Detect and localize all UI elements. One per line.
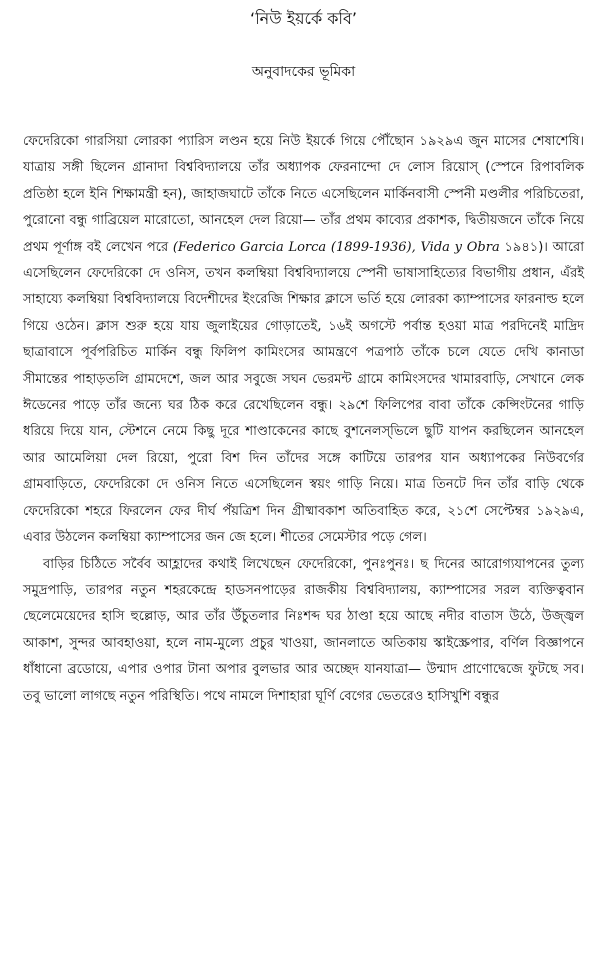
paragraph-1-text-b: ১৯৪১)। আরো এসেছিলেন ফেদেরিকো দে ওনিস, তখন কলম্বিয়া বিশ্ববিদ্যালয়ে স্পেনী ভাষাসাহিত্যের বিভাগীয় প্রধান, এঁরই সাহায্যে কলম্বিয়া বিশ্ববিদ্যালয়ে বিদেশীদের ইংরেজি শিক্ষার ক্লাসে ভর্তি হয়ে লোরকা ক্যাম্পাসের ফারনাল্ড হলে গিয়ে ওঠেন। ক্লাস শুরু হয়ে যায় জুলাইয়ের গোড়াতেই, ১৬ই অগস্টে পর্বান্ত হওয়া মাত্র পরদিনেই মাদ্রিদ ছাত্রাবাসে পূর্বপরিচিত মার্কিন বন্ধু ফিলিপ কামিংসের আমন্ত্রণে পত্রপাঠ তাঁকে চলে যেতে দেখি কানাডা সীমান্তের পাহাড়তলি গ্রামদেশে, জল আর সবুজে সঘন ভেরমন্ট গ্রামে কামিংসদের খামারবাড়ি, সেখানে লেক ঈডেনের পাড়ে তাঁর জন্যে ঘর ঠিক করে রেখেছিলেন বন্ধু। ২৯শে ফিলিপের বাবা তাঁকে কেন্সিংটনের গাড়ি ধরিয়ে দিয়ে যান, স্টেশনে নেমে কিছু দূরে শাণ্ডাকেনের কাছে বুশনেলস্‌ভিলে ছুটি যাপন করছিলেন আনহেল আর আমেলিয়া দেল রিয়ো, পুরো বিশ দিন তাঁদের সঙ্গে কাটিয়ে তারপর যান অধ্যাপকের নিউবর্গের গ্রামবাড়িতে, ফেদেরিকো দে ওনিস নিতে এসেছিলেন স্বয়ং গাড়ি নিয়ে। মাত্র তিনটে দিন তাঁর বাড়ি থেকে ফেদেরিকো শহরে ফিরলেন ফের দীর্ঘ পঁয়ত্রিশ দিন গ্রীষ্মাবকাশ অতিবাহিত করে, ২১শে সেপ্টেম্বর ১৯২৯এ, এবার উঠলেন কলম্বিয়া ক্যাম্পাসের জন জে হলে। শীতের সেমেস্টার পড়ে গেল। xyxy=(23,239,584,546)
document-title: ‘নিউ ইয়র্কে কবি’ xyxy=(250,9,357,28)
paragraph-1-text-a: ফেদেরিকো গারসিয়া লোরকা প্যারিস লণ্ডন হয়ে নিউ ইয়র্কে গিয়ে পৌঁছোন ১৯২৯এ জুন মাসের শেষাশেষি। যাত্রায় সঙ্গী ছিলেন গ্রানাদা বিশ্ববিদ্যালয়ে তাঁর অধ্যাপক ফেরনান্দো দে লোস রিয়োস্ (স্পেনে রিপাবলিক প্রতিষ্ঠা হলে ইনি শিক্ষামন্ত্রী হন), জাহাজঘাটে তাঁকে নিতে এসেছিলেন মার্কিনবাসী স্পেনী মণ্ডলীর পরিচিতেরা, পুরোনো বন্ধু গাব্রিয়েল মারোতো, আনহেল দেল রিয়ো— তাঁর প্রথম কাব্যের প্রকাশক, দ্বিতীয়জনে তাঁকে নিয়ে প্রথম পূর্ণাঙ্গ বই লেখেন পরে xyxy=(23,134,584,255)
paragraph-2: বাড়ির চিঠিতে সর্বৈব আহ্লাদের কথাই লিখেছেন ফেদেরিকো, পুনঃপুনঃ। ছ দিনের আরোগ্যযাপনের তুল্য সমুদ্রপাড়ি, তারপর নতুন শহরকেন্দ্রে হাডসনপাড়ের রাজকীয় বিশ্ববিদ্যালয়, ক্যাম্পাসের সরল ব্যক্তিত্ববান ছেলেমেয়েদের হাসি হুল্লোড়, আর তাঁর উঁচুতলার নিঃশব্দ ঘর ঠাণ্ডা হয়ে আছে নদীর বাতাস উঠে, উজ্জ্বল আকাশ, সুন্দর আবহাওয়া, হলে নাম-মুল্যে প্রচুর খাওয়া, জানলাতে অতিকায় স্কাইস্ক্রেপার, বর্ণিল বিজ্ঞাপনে ধাঁধানো ব্রডোয়ে, এপার ওপার টানা অপার বুলভার আর অচ্ছেদ যানযাত্রা— উন্মাদ প্রাণোদ্বেজে ফুটছে সব। তবু ভালো লাগছে নতুন পরিস্থিতি। পথে নামলে দিশাহারা ঘূর্ণি বেগের ভেতরেও হাসিখুশি বন্ধুর xyxy=(23,556,584,704)
paragraph-1 xyxy=(23,129,584,552)
document-subtitle: অনুবাদকের ভূমিকা xyxy=(251,64,356,80)
body-text xyxy=(23,129,584,710)
paragraph-1-italic-citation: (Federico Garcia Lorca (1899-1936), Vida y Obra xyxy=(172,239,500,255)
